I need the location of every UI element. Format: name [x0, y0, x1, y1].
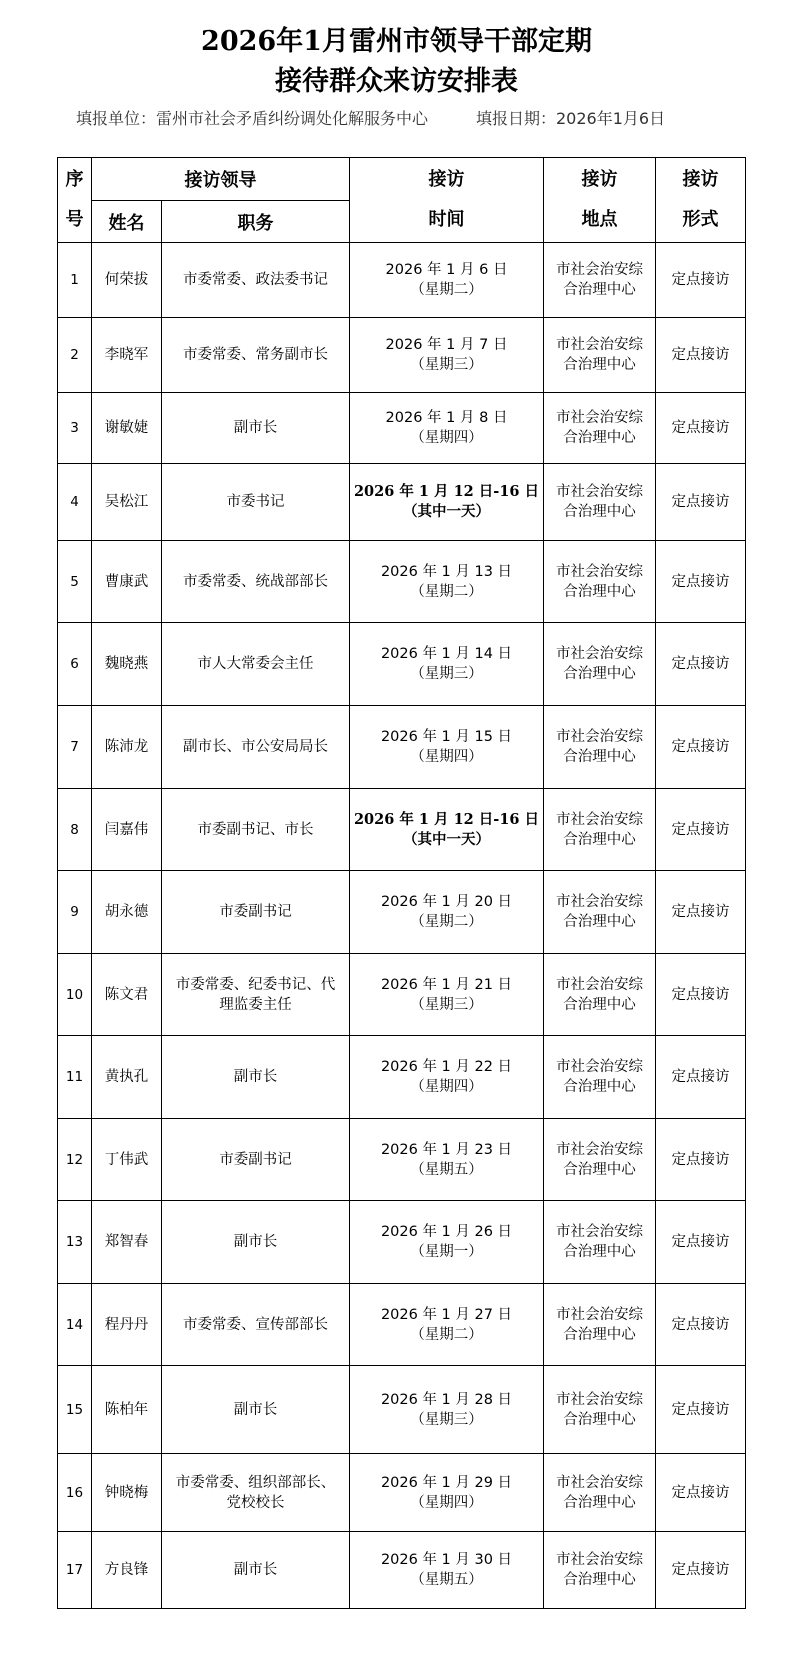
cell-time	[350, 706, 544, 789]
place-line: 市社会治安综	[556, 1059, 643, 1075]
cell-position	[162, 464, 350, 541]
visit-weekday: （星期五）	[410, 1572, 483, 1588]
cell-time	[350, 954, 544, 1036]
visit-date: 2026 年 1 月 21 日	[380, 976, 513, 993]
cell-seq: 8	[58, 789, 92, 871]
cell-position	[162, 1532, 350, 1609]
cell-seq: 16	[58, 1454, 92, 1532]
cell-seq: 10	[58, 954, 92, 1036]
place-line: 市社会治安综	[556, 894, 643, 910]
visit-date: 2026 年 1 月 30 日	[380, 1552, 513, 1568]
cell-form: 定点接访	[656, 243, 746, 318]
header-position: 职务	[162, 201, 350, 243]
cell-position	[162, 1366, 350, 1454]
reception-schedule-table	[57, 157, 746, 1609]
position-line: 市委常委、统战部部长	[183, 573, 328, 590]
cell-place	[544, 464, 656, 541]
visit-weekday: （星期三）	[410, 666, 483, 682]
table-row	[58, 954, 746, 1036]
table-row	[58, 393, 746, 464]
place-line: 合治理中心	[563, 583, 636, 600]
cell-place	[544, 954, 656, 1036]
position-line: 副市长、市公安局局长	[183, 739, 328, 755]
cell-name: 吴松江	[92, 464, 162, 541]
table-row	[58, 706, 746, 789]
cell-position	[162, 243, 350, 318]
cell-time	[350, 1036, 544, 1119]
place-line: 合治理中心	[563, 357, 636, 373]
cell-form: 定点接访	[656, 1119, 746, 1201]
place-line: 市社会治安综	[556, 976, 643, 993]
cell-place	[544, 243, 656, 318]
visit-date: 2026 年 1 月 27 日	[380, 1306, 513, 1323]
place-line: 市社会治安综	[556, 1224, 643, 1240]
cell-time	[350, 789, 544, 871]
place-line: 合治理中心	[563, 914, 636, 930]
cell-form: 定点接访	[656, 318, 746, 393]
place-line: 市社会治安综	[556, 563, 643, 580]
cell-name: 丁伟武	[92, 1119, 162, 1201]
cell-place	[544, 871, 656, 954]
cell-position	[162, 1284, 350, 1366]
place-line: 合治理中心	[563, 430, 636, 446]
cell-name: 方良锋	[92, 1532, 162, 1609]
cell-position	[162, 393, 350, 464]
cell-time	[350, 871, 544, 954]
cell-time	[350, 1201, 544, 1284]
place-line: 合治理中心	[563, 1326, 636, 1343]
header-leader-group: 接访领导	[92, 158, 350, 201]
cell-name: 陈文君	[92, 954, 162, 1036]
cell-time	[350, 393, 544, 464]
cell-position	[162, 789, 350, 871]
cell-seq: 7	[58, 706, 92, 789]
cell-name: 曹康武	[92, 541, 162, 623]
table-row	[58, 318, 746, 393]
cell-form: 定点接访	[656, 1284, 746, 1366]
cell-place	[544, 1454, 656, 1532]
cell-seq: 5	[58, 541, 92, 623]
place-line: 合治理中心	[563, 1079, 636, 1095]
position-line: 市委常委、组织部部长、	[175, 1474, 336, 1491]
cell-place	[544, 706, 656, 789]
cell-name: 陈柏年	[92, 1366, 162, 1454]
position-line: 副市长	[233, 420, 278, 436]
table-row	[58, 1201, 746, 1284]
cell-name: 胡永德	[92, 871, 162, 954]
header-place: 接访 地点	[544, 158, 656, 243]
visit-weekday: （星期四）	[410, 1494, 483, 1511]
cell-time	[350, 541, 544, 623]
cell-name: 郑智春	[92, 1201, 162, 1284]
cell-name: 陈沛龙	[92, 706, 162, 789]
visit-weekday: （星期二）	[410, 914, 483, 930]
reporting-date: 填报日期：2026年1月6日	[476, 109, 666, 128]
visit-weekday: （星期三）	[410, 996, 483, 1013]
position-line: 市委常委、常务副市长	[183, 347, 328, 363]
table-row	[58, 243, 746, 318]
visit-date: 2026 年 1 月 13 日	[380, 563, 513, 580]
cell-position	[162, 623, 350, 706]
place-line: 市社会治安综	[556, 646, 643, 662]
place-line: 市社会治安综	[556, 337, 643, 353]
cell-seq: 17	[58, 1532, 92, 1609]
visit-date: 2026 年 1 月 8 日	[385, 410, 508, 426]
cell-form: 定点接访	[656, 393, 746, 464]
header-form: 接访 形式	[656, 158, 746, 243]
cell-seq: 1	[58, 243, 92, 318]
position-line: 副市长	[233, 1234, 278, 1250]
place-line: 合治理中心	[563, 504, 636, 520]
place-line: 合治理中心	[563, 1244, 636, 1260]
place-line: 市社会治安综	[556, 1474, 643, 1491]
reporting-unit: 填报单位：雷州市社会矛盾纠纷调处化解服务中心	[76, 109, 429, 128]
cell-seq: 6	[58, 623, 92, 706]
table-body	[58, 243, 746, 1609]
visit-date: 2026 年 1 月 15 日	[380, 729, 513, 745]
cell-place	[544, 318, 656, 393]
position-line: 市委常委、纪委书记、代	[175, 976, 336, 993]
place-line: 市社会治安综	[556, 262, 643, 278]
cell-name: 李晓军	[92, 318, 162, 393]
visit-weekday: （星期三）	[410, 1411, 483, 1428]
visit-date: 2026 年 1 月 6 日	[385, 262, 508, 278]
cell-place	[544, 1201, 656, 1284]
visit-weekday: （其中一天）	[403, 830, 490, 848]
position-line: 市委副书记	[219, 1151, 292, 1168]
cell-time	[350, 1532, 544, 1609]
cell-seq: 3	[58, 393, 92, 464]
cell-form: 定点接访	[656, 1201, 746, 1284]
cell-seq: 4	[58, 464, 92, 541]
place-line: 市社会治安综	[556, 729, 643, 745]
cell-position	[162, 541, 350, 623]
visit-weekday: （星期二）	[410, 583, 483, 600]
visit-weekday: （星期四）	[410, 1079, 483, 1095]
cell-seq: 11	[58, 1036, 92, 1119]
place-line: 市社会治安综	[556, 484, 643, 500]
cell-position	[162, 871, 350, 954]
position-line: 市委常委、宣传部部长	[183, 1316, 328, 1333]
position-line: 副市长	[233, 1069, 278, 1085]
visit-date: 2026 年 1 月 23 日	[380, 1141, 513, 1158]
cell-name: 程丹丹	[92, 1284, 162, 1366]
cell-position	[162, 1201, 350, 1284]
cell-time	[350, 1284, 544, 1366]
cell-time	[350, 1454, 544, 1532]
table-row	[58, 871, 746, 954]
cell-seq: 2	[58, 318, 92, 393]
position-line: 市委副书记	[219, 904, 292, 920]
cell-place	[544, 1036, 656, 1119]
visit-weekday: （其中一天）	[403, 503, 490, 520]
header-time: 接访 时间	[350, 158, 544, 243]
visit-date: 2026 年 1 月 28 日	[380, 1391, 513, 1408]
cell-place	[544, 1366, 656, 1454]
position-line: 市委副书记、市长	[197, 821, 314, 838]
place-line: 合治理中心	[563, 1161, 636, 1178]
place-line: 合治理中心	[563, 666, 636, 682]
visit-weekday: （星期二）	[410, 1326, 483, 1343]
visit-date: 2026 年 1 月 7 日	[385, 337, 508, 353]
cell-place	[544, 623, 656, 706]
cell-name: 何荣拔	[92, 243, 162, 318]
cell-seq: 9	[58, 871, 92, 954]
table-row	[58, 1119, 746, 1201]
cell-position	[162, 954, 350, 1036]
cell-name: 黄执孔	[92, 1036, 162, 1119]
cell-form: 定点接访	[656, 623, 746, 706]
position-line: 市委书记	[226, 494, 285, 510]
visit-date: 2026 年 1 月 29 日	[380, 1474, 513, 1491]
visit-date: 2026 年 1 月 20 日	[380, 894, 513, 910]
table-row	[58, 1036, 746, 1119]
cell-time	[350, 1119, 544, 1201]
cell-form: 定点接访	[656, 1036, 746, 1119]
cell-form: 定点接访	[656, 706, 746, 789]
cell-place	[544, 541, 656, 623]
position-line: 市委常委、政法委书记	[183, 272, 328, 288]
cell-form: 定点接访	[656, 954, 746, 1036]
place-line: 合治理中心	[563, 1494, 636, 1511]
cell-name: 谢敏婕	[92, 393, 162, 464]
document-title-line1: 2026年1月雷州市领导干部定期	[201, 26, 592, 57]
visit-date: 2026 年 1 月 14 日	[380, 646, 513, 662]
cell-name: 魏晓燕	[92, 623, 162, 706]
visit-date: 2026 年 1 月 12 日-16 日	[353, 810, 540, 828]
visit-weekday: （星期二）	[410, 282, 483, 298]
cell-time	[350, 464, 544, 541]
cell-position	[162, 1036, 350, 1119]
cell-time	[350, 1366, 544, 1454]
place-line: 合治理中心	[563, 1411, 636, 1428]
header-name: 姓名	[92, 201, 162, 243]
cell-form: 定点接访	[656, 1532, 746, 1609]
cell-seq: 12	[58, 1119, 92, 1201]
cell-seq: 15	[58, 1366, 92, 1454]
cell-place	[544, 1119, 656, 1201]
cell-position	[162, 318, 350, 393]
cell-form: 定点接访	[656, 1454, 746, 1532]
cell-seq: 13	[58, 1201, 92, 1284]
visit-weekday: （星期四）	[410, 430, 483, 446]
table-row	[58, 789, 746, 871]
table-row	[58, 1366, 746, 1454]
position-line: 理监委主任	[219, 996, 292, 1013]
place-line: 合治理中心	[563, 282, 636, 298]
place-line: 合治理中心	[563, 1572, 636, 1588]
cell-position	[162, 706, 350, 789]
cell-form: 定点接访	[656, 1366, 746, 1454]
cell-place	[544, 1532, 656, 1609]
position-line: 市人大常委会主任	[197, 656, 314, 672]
place-line: 合治理中心	[563, 831, 636, 848]
cell-seq: 14	[58, 1284, 92, 1366]
place-line: 市社会治安综	[556, 1141, 643, 1158]
cell-position	[162, 1119, 350, 1201]
visit-weekday: （星期五）	[410, 1161, 483, 1178]
header-seq: 序 号	[58, 158, 92, 243]
table-row	[58, 1454, 746, 1532]
place-line: 市社会治安综	[556, 811, 643, 828]
cell-time	[350, 243, 544, 318]
cell-name: 闫嘉伟	[92, 789, 162, 871]
place-line: 合治理中心	[563, 996, 636, 1013]
table-row	[58, 541, 746, 623]
table-row	[58, 1284, 746, 1366]
visit-weekday: （星期四）	[410, 749, 483, 765]
table-row	[58, 464, 746, 541]
position-line: 副市长	[233, 1562, 278, 1578]
cell-time	[350, 318, 544, 393]
place-line: 市社会治安综	[556, 1306, 643, 1323]
visit-weekday: （星期一）	[410, 1244, 483, 1260]
cell-time	[350, 623, 544, 706]
cell-form: 定点接访	[656, 871, 746, 954]
cell-position	[162, 1454, 350, 1532]
cell-name: 钟晓梅	[92, 1454, 162, 1532]
visit-date: 2026 年 1 月 22 日	[380, 1059, 513, 1075]
document-title-line2: 接待群众来访安排表	[275, 66, 518, 97]
cell-place	[544, 393, 656, 464]
place-line: 市社会治安综	[556, 1391, 643, 1408]
table-row	[58, 1532, 746, 1609]
cell-place	[544, 789, 656, 871]
position-line: 副市长	[233, 1401, 278, 1418]
place-line: 市社会治安综	[556, 410, 643, 426]
visit-date: 2026 年 1 月 12 日-16 日	[353, 483, 540, 500]
position-line: 党校校长	[226, 1494, 285, 1511]
visit-date: 2026 年 1 月 26 日	[380, 1224, 513, 1240]
cell-form: 定点接访	[656, 541, 746, 623]
visit-weekday: （星期三）	[410, 357, 483, 373]
place-line: 合治理中心	[563, 749, 636, 765]
cell-form: 定点接访	[656, 789, 746, 871]
place-line: 市社会治安综	[556, 1552, 643, 1568]
cell-form: 定点接访	[656, 464, 746, 541]
table-row	[58, 623, 746, 706]
cell-place	[544, 1284, 656, 1366]
